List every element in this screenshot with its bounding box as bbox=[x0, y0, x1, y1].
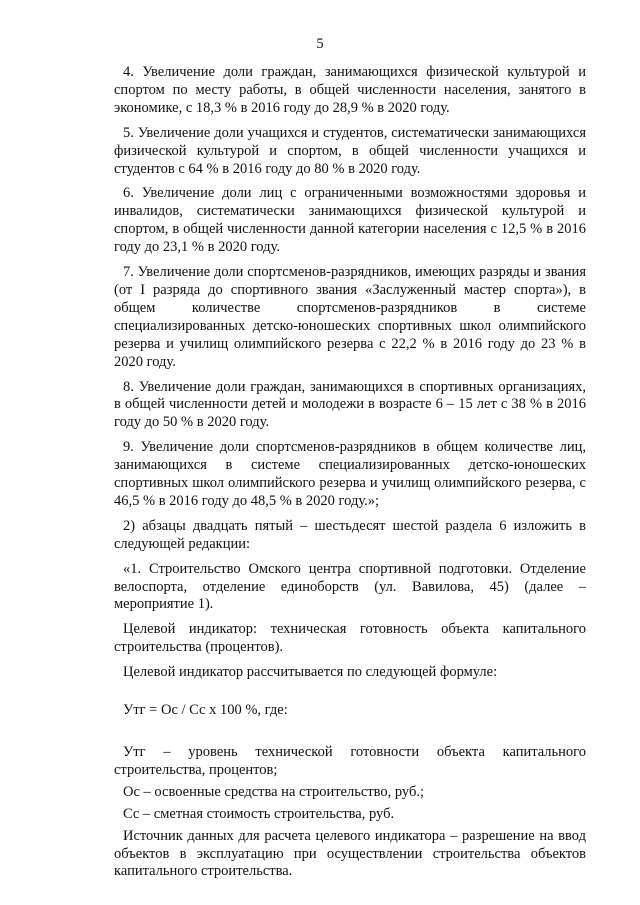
page-number: 5 bbox=[316, 36, 324, 52]
document-body bbox=[114, 64, 586, 888]
paragraph-item-8: 8. Увеличение доли граждан, занимающихся в спортивных организациях, в общей численности детей и молодежи в возрасте 6 – 15 лет с 38 % в 2016 году до 50 % в 2020 году. bbox=[114, 378, 586, 431]
definition-utg: Утг – уровень технической готовности объекта капитального строительства, процентов; bbox=[114, 744, 586, 778]
paragraph-item-7: 7. Увеличение доли спортсменов-разрядников, имеющих разряды и звания (от I разряда до спортивного звания «Заслуженный мастер спорта»), в общем количестве спортсменов-разрядников в системе специализированных детско-юношеских спортивных школ олимпийского резерва и училищ олимпийского резерва с 22,2 % в 2016 году до 23 % в 2020 году. bbox=[114, 264, 586, 370]
paragraph-amendment-2: 2) абзацы двадцать пятый – шестьдесят шестой раздела 6 изложить в следующей редакции: bbox=[114, 517, 586, 552]
paragraph-data-source: Источник данных для расчета целевого индикатора – разрешение на ввод объектов в эксплуатацию при осуществлении строительства объектов капитального строительства. bbox=[114, 827, 586, 880]
paragraph-measure-1: «1. Строительство Омского центра спортивной подготовки. Отделение велоспорта, отделение единоборств (ул. Вавилова, 45) (далее – мероприятие 1). bbox=[114, 560, 586, 613]
definition-ss: Сс – сметная стоимость строительства, руб. bbox=[123, 805, 395, 822]
paragraph-item-9: 9. Увеличение доли спортсменов-разрядников в общем количестве лиц, занимающихся в системе специализированных детско-юношеских спортивных школ олимпийского резерва и училищ олимпийского резерва, с 46,5 % в 2016 году до 48,5 % в 2020 году.»; bbox=[114, 439, 586, 509]
paragraph-item-4: 4. Увеличение доли граждан, занимающихся физической культурой и спортом по месту работы, в общей численности населения, занятого в экономике, с 18,3 % в 2016 году до 28,9 % в 2020 году. bbox=[114, 64, 586, 116]
paragraph-item-5: 5. Увеличение доли учащихся и студентов, систематически занимающихся физической культурой и спортом, в общей численности учащихся и студентов с 64 % в 2016 году до 80 % в 2020 году. bbox=[114, 124, 586, 177]
formula: Утг = Ос / Сс х 100 %, где: bbox=[123, 702, 288, 719]
definition-os: Ос – освоенные средства на строительство, руб.; bbox=[123, 783, 425, 800]
paragraph-formula-intro: Целевой индикатор рассчитывается по следующей формуле: bbox=[123, 664, 498, 681]
paragraph-item-6: 6. Увеличение доли лиц с ограниченными возможностями здоровья и инвалидов, систематически занимающихся физической культурой и спортом, в общей численности данной категории населения с 12,5 % в 2016 году до 23,1 % в 2020 году. bbox=[114, 185, 586, 256]
paragraph-target-indicator: Целевой индикатор: техническая готовность объекта капитального строительства (процентов). bbox=[114, 621, 586, 656]
